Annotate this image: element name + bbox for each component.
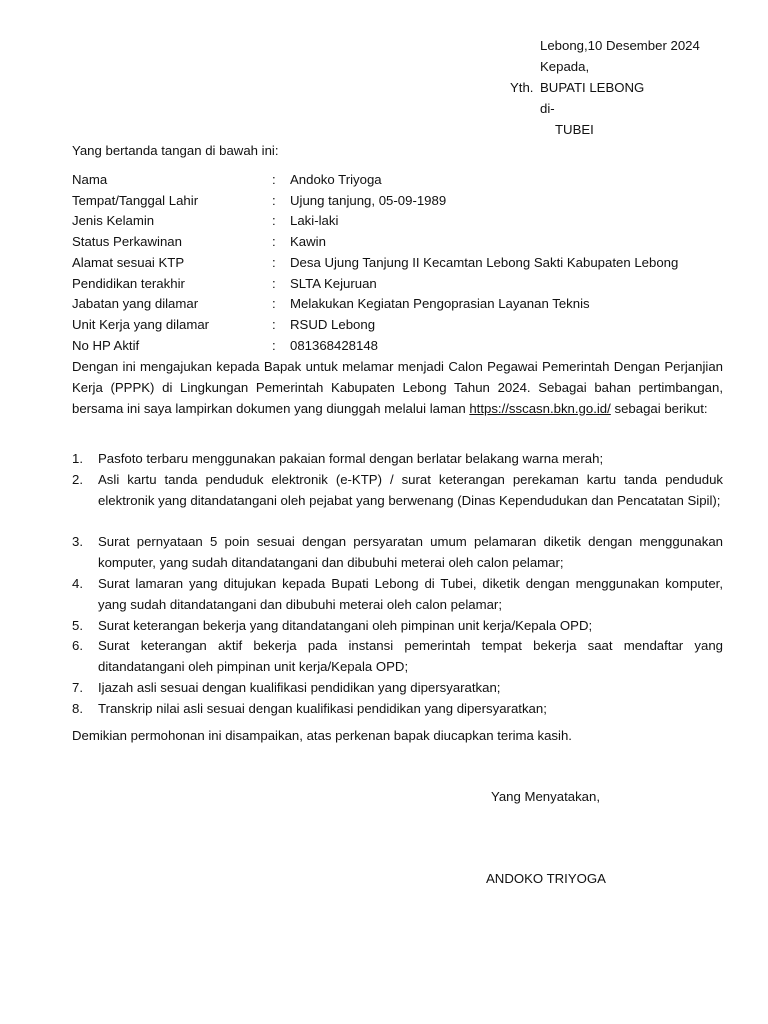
field-separator: : <box>272 275 276 291</box>
field-value: Desa Ujung Tanjung II Kecamtan Lebong Sakti Kabupaten Lebong <box>290 254 679 270</box>
letter-place-date: Lebong,10 Desember 2024 <box>540 38 700 53</box>
field-label: Pendidikan terakhir <box>72 275 185 291</box>
list-item-text: Surat lamaran yang ditujukan kepada Bupati Lebong di Tubei, diketik dengan menggunakan komputer, yang sudah ditandatangani dan dibubuhi meterai oleh calon pelamar; <box>98 576 723 612</box>
field-separator: : <box>272 254 276 270</box>
addressee-recipient: BUPATI LEBONG <box>540 80 645 95</box>
field-value: Kawin <box>290 234 326 249</box>
body-paragraph <box>72 356 723 419</box>
addressee-location: TUBEI <box>555 122 594 137</box>
closing-statement: Demikian permohonan ini disampaikan, atas perkenan bapak diucapkan terima kasih. <box>72 728 572 743</box>
list-item-text: Ijazah asli sesuai dengan kualifikasi pendidikan yang dipersyaratkan; <box>98 680 501 695</box>
addressee-di: di- <box>540 101 555 116</box>
sscasn-link[interactable]: https://sscasn.bkn.go.id/ <box>469 401 611 416</box>
field-label: Tempat/Tanggal Lahir <box>72 192 199 208</box>
body-paragraph-text: Dengan ini mengajukan kepada Bapak untuk melamar menjadi Calon Pegawai Pemerintah Dengan Perjanjian Kerja (PPPK) di Lingkungan Pemerintah Kabupaten Lebong Tahun 2024. Sebagai bahan pertimbangan, bersama ini saya lampirkan dokumen yang diunggah melalui laman <box>72 359 723 416</box>
signature-name: ANDOKO TRIYOGA <box>486 871 606 886</box>
field-label: Status Perkawinan <box>72 234 182 249</box>
field-value: SLTA Kejuruan <box>290 275 377 291</box>
list-item-number: 3. <box>72 534 83 549</box>
field-separator: : <box>272 213 276 228</box>
field-label: Nama <box>72 172 108 187</box>
list-item-number: 8. <box>72 701 83 716</box>
addressee-yth: Yth. <box>510 80 534 95</box>
field-value: Laki-laki <box>290 213 339 228</box>
field-label: Unit Kerja yang dilamar <box>72 317 210 332</box>
list-item-number: 4. <box>72 576 83 591</box>
body-paragraph-suffix: sebagai berikut: <box>614 401 708 416</box>
signature-statement: Yang Menyatakan, <box>491 789 600 804</box>
list-item-text: Asli kartu tanda penduduk elektronik (e-KTP) / surat keterangan perekaman kartu tanda penduduk elektronik yang ditandatangani oleh pejabat yang berwenang (Dinas Kependudukan dan Pencatatan Sipil); <box>98 472 723 508</box>
field-value: Ujung tanjung, 05-09-1989 <box>290 192 447 208</box>
field-value: Melakukan Kegiatan Pengoprasian Layanan Teknis <box>290 296 590 311</box>
list-item-text: Surat keterangan aktif bekerja pada instansi pemerintah tempat bekerja saat mendaftar yang ditandatangani oleh pimpinan unit kerja/Kepala OPD; <box>98 638 723 674</box>
field-separator: : <box>272 337 276 353</box>
letter-intro: Yang bertanda tangan di bawah ini: <box>72 143 279 158</box>
field-label: Jabatan yang dilamar <box>72 296 199 311</box>
field-separator: : <box>272 192 276 208</box>
list-item-number: 2. <box>72 472 83 487</box>
field-value: Andoko Triyoga <box>290 172 382 187</box>
list-item-number: 1. <box>72 451 83 466</box>
list-item-number: 6. <box>72 638 83 653</box>
list-item-text: Pasfoto terbaru menggunakan pakaian formal dengan berlatar belakang warna merah; <box>98 451 604 466</box>
field-label: Alamat sesuai KTP <box>72 254 185 270</box>
addressee-kepada: Kepada, <box>540 59 590 74</box>
list-item-text: Surat keterangan bekerja yang ditandatangani oleh pimpinan unit kerja/Kepala OPD; <box>98 618 593 633</box>
field-label: Jenis Kelamin <box>72 213 155 228</box>
field-separator: : <box>272 296 276 311</box>
list-item-number: 5. <box>72 618 83 633</box>
field-value: 081368428148 <box>290 337 379 353</box>
field-value: RSUD Lebong <box>290 317 376 332</box>
list-item-text: Transkrip nilai asli sesuai dengan kualifikasi pendidikan yang dipersyaratkan; <box>98 701 547 716</box>
list-item-text: Surat pernyataan 5 poin sesuai dengan persyaratan umum pelamaran diketik dengan menggunakan komputer, yang sudah ditandatangani dan dibubuhi meterai oleh calon pelamar; <box>98 534 723 570</box>
list-item-number: 7. <box>72 680 83 695</box>
field-separator: : <box>272 317 276 332</box>
field-label: No HP Aktif <box>72 337 140 353</box>
field-separator: : <box>272 234 276 249</box>
field-separator: : <box>272 172 276 187</box>
